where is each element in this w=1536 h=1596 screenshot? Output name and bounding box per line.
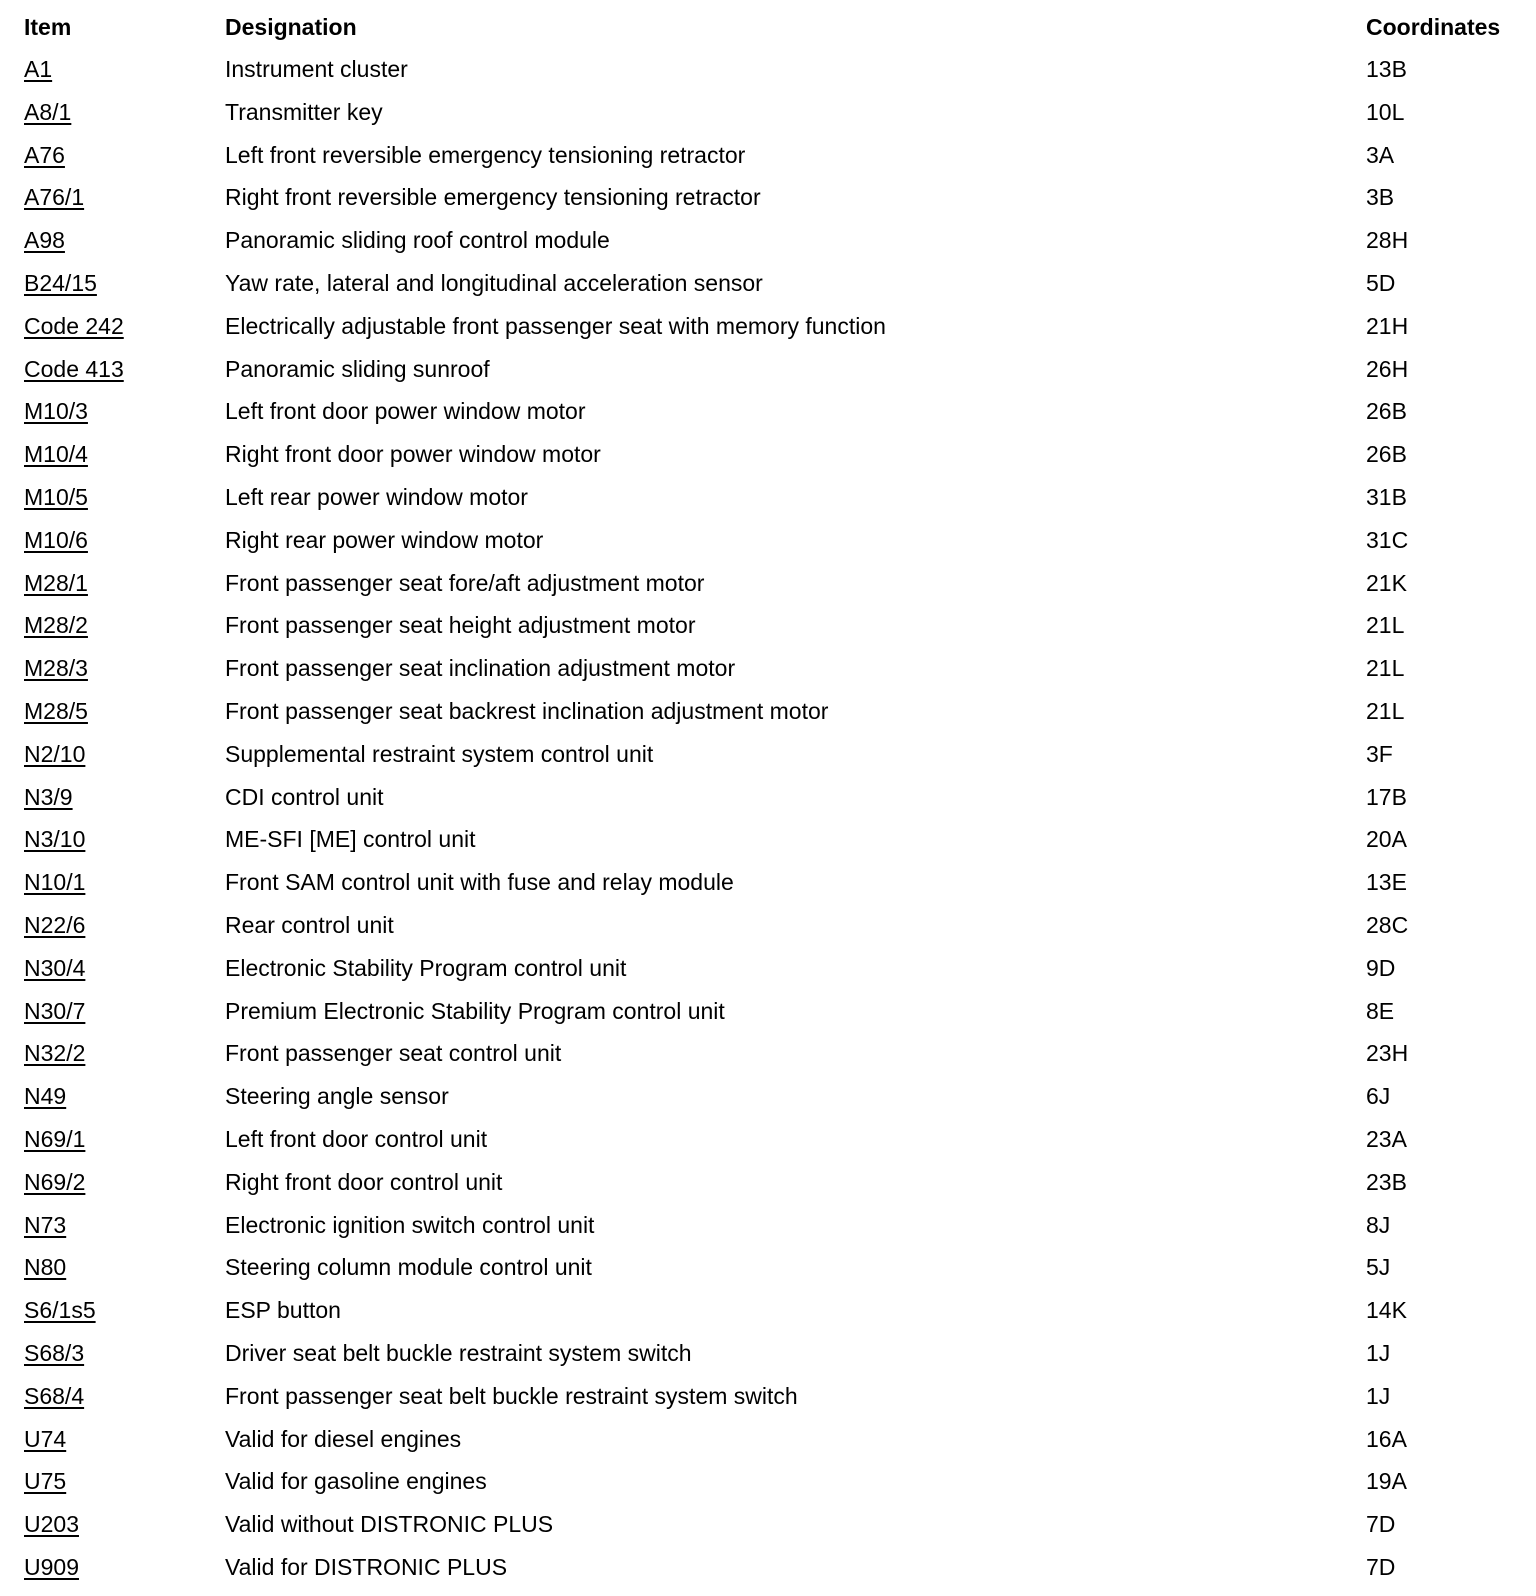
coordinates-cell: 26H <box>1366 355 1409 382</box>
table-row <box>0 178 1536 220</box>
designation-cell: CDI control unit <box>225 783 384 810</box>
designation-cell: Rear control unit <box>225 912 394 938</box>
designation-cell: Valid for DISTRONIC PLUS <box>225 1554 508 1580</box>
coordinates-cell: 3F <box>1366 740 1393 767</box>
table-row <box>0 1462 1536 1504</box>
designation-cell: Front passenger seat backrest inclination adjustment motor <box>225 698 829 724</box>
table-row <box>0 93 1536 135</box>
table-row <box>0 307 1536 349</box>
table-row <box>0 221 1536 263</box>
designation-column-header: Designation <box>225 14 357 40</box>
designation-cell: Transmitter key <box>225 98 383 125</box>
item-link[interactable]: A8/1 <box>24 98 72 125</box>
item-link[interactable]: A76/1 <box>24 184 85 211</box>
item-link[interactable]: A76 <box>24 141 65 168</box>
designation-cell: Front passenger seat control unit <box>225 1040 562 1067</box>
coordinates-cell: 10L <box>1366 98 1405 125</box>
coordinates-cell: 17B <box>1366 783 1407 810</box>
designation-cell: ME-SFI [ME] control unit <box>225 826 476 853</box>
item-link[interactable]: N49 <box>24 1083 67 1110</box>
coordinates-cell: 31C <box>1366 526 1409 553</box>
item-link[interactable]: B24/15 <box>24 270 97 296</box>
coordinates-cell: 8J <box>1366 1211 1391 1238</box>
coordinates-cell: 23A <box>1366 1126 1407 1152</box>
table-row <box>0 606 1536 648</box>
coordinates-column-header: Coordinates <box>1366 14 1501 40</box>
coordinates-cell: 3A <box>1366 141 1395 168</box>
coordinates-cell: 5D <box>1366 270 1396 296</box>
designation-cell: Right front door power window motor <box>225 441 601 468</box>
table-row <box>0 1120 1536 1162</box>
coordinates-cell: 31B <box>1366 484 1407 510</box>
designation-cell: Panoramic sliding roof control module <box>225 227 610 254</box>
item-link[interactable]: U75 <box>24 1468 67 1495</box>
table-row <box>0 692 1536 734</box>
item-link[interactable]: N10/1 <box>24 869 86 896</box>
item-link[interactable]: Code 413 <box>24 355 124 382</box>
item-column-header: Item <box>24 14 72 40</box>
item-link[interactable]: N22/6 <box>24 912 86 938</box>
item-link[interactable]: M28/1 <box>24 569 88 596</box>
table-row <box>0 136 1536 178</box>
coordinates-cell: 26B <box>1366 441 1407 468</box>
coordinates-cell: 21L <box>1366 655 1405 682</box>
item-link[interactable]: A1 <box>24 56 53 82</box>
coordinates-cell: 13E <box>1366 869 1407 896</box>
coordinates-cell: 6J <box>1366 1083 1391 1110</box>
item-link[interactable]: Code 242 <box>24 312 124 339</box>
table-row <box>0 1505 1536 1547</box>
coordinates-cell: 21L <box>1366 612 1405 639</box>
coordinates-cell: 1J <box>1366 1382 1391 1409</box>
table-row <box>0 521 1536 563</box>
coordinates-cell: 3B <box>1366 184 1395 211</box>
table-row <box>0 949 1536 991</box>
coordinates-cell: 13B <box>1366 56 1407 82</box>
item-link[interactable]: M10/4 <box>24 441 88 468</box>
item-link[interactable]: M28/2 <box>24 612 88 639</box>
coordinates-cell: 20A <box>1366 826 1407 853</box>
coordinates-cell: 28C <box>1366 912 1409 938</box>
designation-cell: Steering column module control unit <box>225 1254 592 1281</box>
table-row <box>0 50 1536 92</box>
designation-cell: Right front door control unit <box>225 1168 503 1195</box>
table-header-row <box>0 8 1536 50</box>
designation-cell: Valid for diesel engines <box>225 1425 462 1452</box>
coordinates-cell: 28H <box>1366 227 1409 254</box>
coordinates-cell: 23H <box>1366 1040 1409 1067</box>
item-link[interactable]: N80 <box>24 1254 67 1281</box>
designation-cell: Premium Electronic Stability Program control unit <box>225 997 725 1024</box>
designation-cell: Electronic Stability Program control unit <box>225 954 627 981</box>
coordinates-cell: 21H <box>1366 312 1409 339</box>
table-row <box>0 735 1536 777</box>
coordinates-cell: 21K <box>1366 569 1407 596</box>
designation-cell: Front passenger seat inclination adjustment motor <box>225 655 736 682</box>
table-row <box>0 906 1536 948</box>
item-link[interactable]: M28/3 <box>24 655 88 682</box>
item-link[interactable]: M10/3 <box>24 398 88 425</box>
designation-cell: Left front door power window motor <box>225 398 586 425</box>
item-link[interactable]: N3/9 <box>24 783 73 810</box>
item-link[interactable]: N32/2 <box>24 1040 86 1067</box>
table-row <box>0 1163 1536 1205</box>
table-row <box>0 863 1536 905</box>
designation-cell: Front SAM control unit with fuse and relay module <box>225 869 734 896</box>
coordinates-cell: 21L <box>1366 698 1405 724</box>
table-row <box>0 350 1536 392</box>
table-row <box>0 992 1536 1034</box>
designation-cell: ESP button <box>225 1297 341 1324</box>
table-row <box>0 649 1536 691</box>
coordinates-cell: 7D <box>1366 1511 1396 1538</box>
coordinates-cell: 8E <box>1366 997 1395 1024</box>
table-row <box>0 478 1536 520</box>
table-row <box>0 435 1536 477</box>
item-link[interactable]: U74 <box>24 1425 67 1452</box>
item-link[interactable]: U909 <box>24 1554 79 1580</box>
item-link[interactable]: N30/4 <box>24 954 86 981</box>
table-row <box>0 1377 1536 1419</box>
table-row <box>0 264 1536 306</box>
table-row <box>0 1248 1536 1290</box>
designation-cell: Supplemental restraint system control unit <box>225 740 654 767</box>
designation-cell: Left rear power window motor <box>225 484 528 510</box>
table-row <box>0 1334 1536 1376</box>
coordinates-cell: 5J <box>1366 1254 1391 1281</box>
designation-cell: Left front door control unit <box>225 1126 488 1152</box>
designation-cell: Panoramic sliding sunroof <box>225 355 490 382</box>
designation-cell: Left front reversible emergency tensioning retractor <box>225 141 746 168</box>
item-link[interactable]: N30/7 <box>24 997 86 1024</box>
table-row <box>0 820 1536 862</box>
designation-cell: Front passenger seat height adjustment motor <box>225 612 696 639</box>
designation-cell: Valid for gasoline engines <box>225 1468 487 1495</box>
table-row <box>0 1291 1536 1333</box>
item-link[interactable]: M28/5 <box>24 698 88 724</box>
designation-cell: Right front reversible emergency tensioning retractor <box>225 184 761 211</box>
table-row <box>0 564 1536 606</box>
item-link[interactable]: N3/10 <box>24 826 86 853</box>
coordinates-cell: 16A <box>1366 1425 1407 1452</box>
table-row <box>0 1034 1536 1076</box>
item-link[interactable]: S68/3 <box>24 1340 85 1366</box>
item-link[interactable]: M10/5 <box>24 484 88 510</box>
item-link[interactable]: M10/6 <box>24 526 88 553</box>
coordinates-cell: 7D <box>1366 1554 1396 1580</box>
table-row <box>0 1548 1536 1590</box>
item-link[interactable]: N2/10 <box>24 740 86 767</box>
designation-cell: Steering angle sensor <box>225 1083 449 1110</box>
item-link[interactable]: S68/4 <box>24 1382 85 1409</box>
designation-cell: Instrument cluster <box>225 56 408 82</box>
coordinates-cell: 9D <box>1366 954 1396 981</box>
table-row <box>0 1077 1536 1119</box>
designation-cell: Yaw rate, lateral and longitudinal acceleration sensor <box>225 270 763 296</box>
item-link[interactable]: N69/1 <box>24 1126 86 1152</box>
item-link[interactable]: S6/1s5 <box>24 1297 96 1324</box>
table-row <box>0 778 1536 820</box>
designation-cell: Valid without DISTRONIC PLUS <box>225 1511 554 1538</box>
item-link[interactable]: U203 <box>24 1511 79 1538</box>
table-row <box>0 1420 1536 1462</box>
coordinates-cell: 1J <box>1366 1340 1391 1366</box>
item-link[interactable]: N69/2 <box>24 1168 86 1195</box>
designation-cell: Right rear power window motor <box>225 526 544 553</box>
designation-cell: Electronic ignition switch control unit <box>225 1211 595 1238</box>
designation-cell: Front passenger seat belt buckle restraint system switch <box>225 1382 798 1409</box>
item-link[interactable]: A98 <box>24 227 65 254</box>
coordinates-cell: 23B <box>1366 1168 1407 1195</box>
coordinates-cell: 19A <box>1366 1468 1407 1495</box>
coordinates-cell: 14K <box>1366 1297 1407 1324</box>
designation-cell: Driver seat belt buckle restraint system switch <box>225 1340 692 1366</box>
table-row <box>0 392 1536 434</box>
item-link[interactable]: N73 <box>24 1211 67 1238</box>
designation-cell: Electrically adjustable front passenger seat with memory function <box>225 312 886 339</box>
table-row <box>0 1206 1536 1248</box>
designation-cell: Front passenger seat fore/aft adjustment motor <box>225 569 705 596</box>
coordinates-cell: 26B <box>1366 398 1407 425</box>
